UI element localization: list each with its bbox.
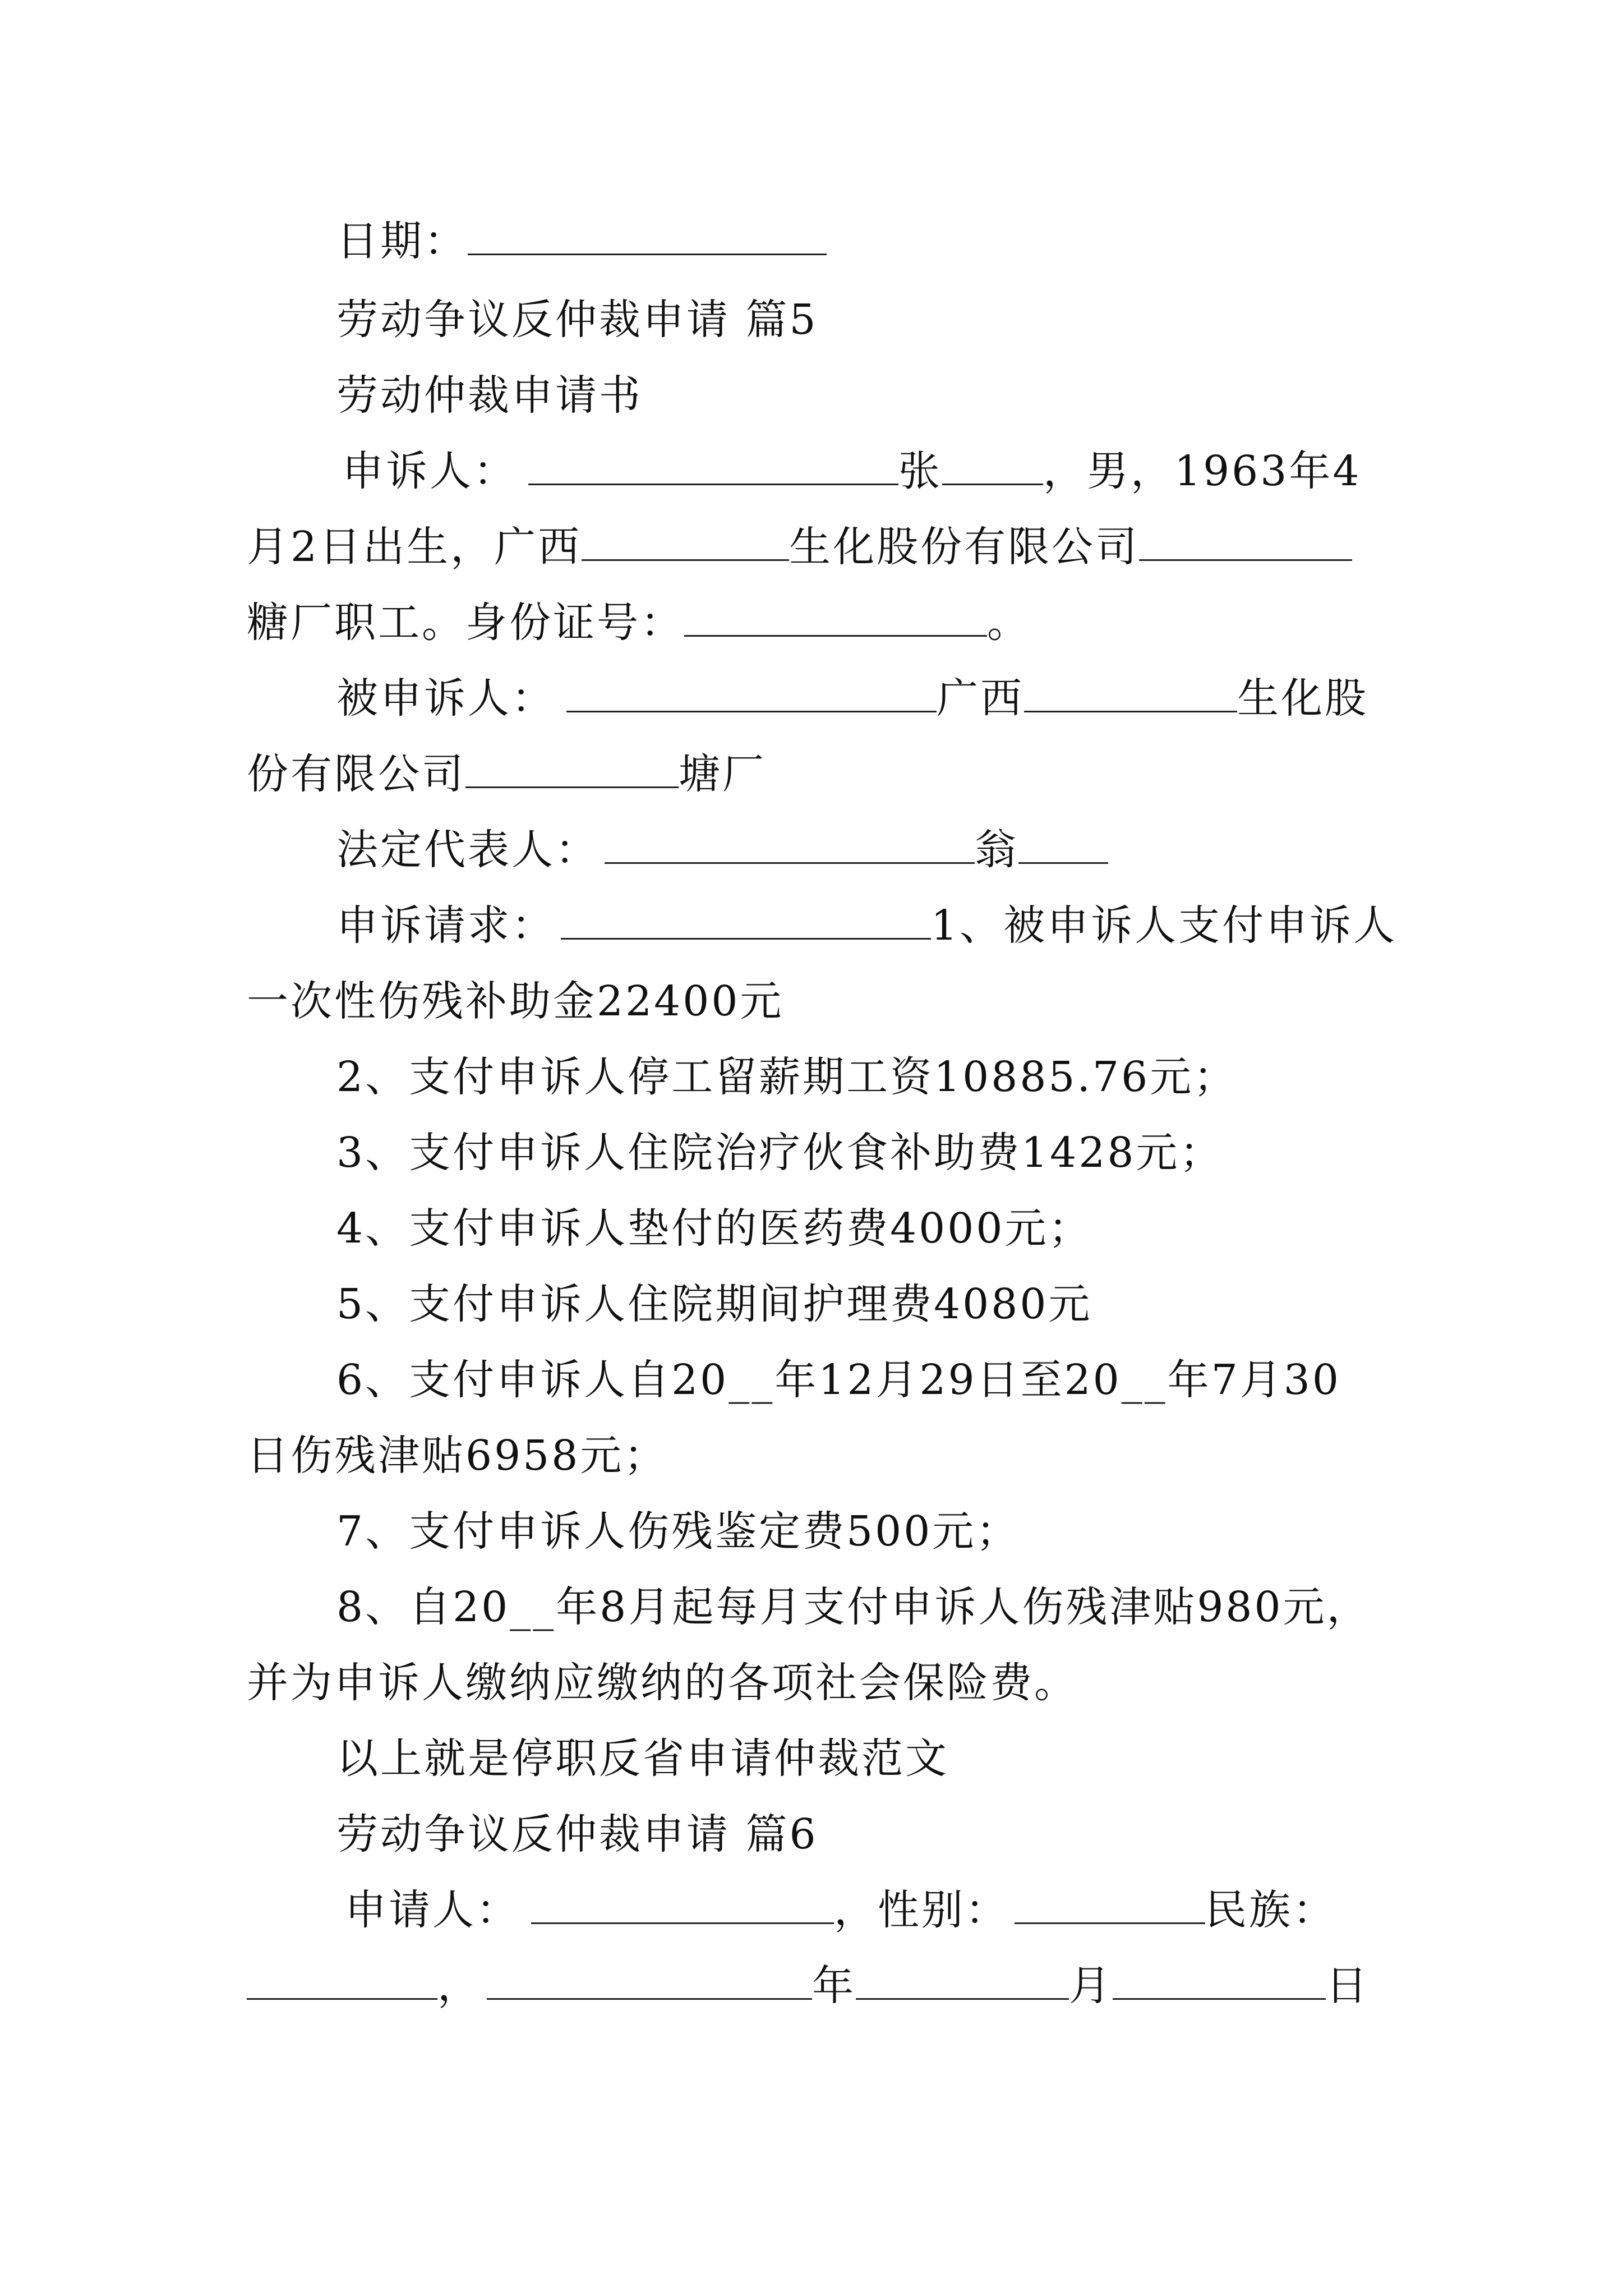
complainant-line-1: 申诉人： 张 ，男，1963年4 (342, 443, 1361, 499)
legal-representative-line: 法定代表人： 翁 (336, 822, 1108, 878)
claim-8: 8、自20__年8月起每月支付申诉人伤残津贴980元， (336, 1583, 1371, 1631)
applicant-line-2: ， 年 月 日 (247, 1958, 1370, 2014)
claim-2: 2、支付申诉人停工留薪期工资10885.76元； (336, 1053, 1238, 1101)
date-blank (468, 214, 827, 255)
heading-section-5: 劳动争议反仲裁申请 篇5 (336, 296, 818, 344)
document-title: 劳动仲裁申请书 (336, 371, 643, 420)
applicant-line-1: 申请人： ，性别： 民族： (345, 1882, 1336, 1938)
date-line (336, 213, 827, 269)
claim-1-continued: 一次性伤残补助金22400元 (247, 977, 784, 1025)
complainant-line-3: 糖厂职工。身份证号： 。 (247, 595, 1031, 651)
date-label: 日期： (336, 217, 468, 265)
heading-section-6: 劳动争议反仲裁申请 篇6 (336, 1810, 818, 1858)
claim-3: 3、支付申诉人住院治疗伙食补助费1428元； (336, 1129, 1224, 1177)
closing-text: 以上就是停职反省申请仲裁范文 (336, 1734, 949, 1783)
complainant-line-2: 月2日出生，广西 生化股份有限公司 (247, 519, 1352, 575)
respondent-line-1: 被申诉人： 广西 生化股 (336, 670, 1368, 726)
respondent-line-2: 份有限公司 塘厂 (247, 746, 766, 802)
claim-8-continued: 并为申诉人缴纳应缴纳的各项社会保险费。 (247, 1659, 1078, 1707)
claim-4: 4、支付申诉人垫付的医药费4000元； (336, 1204, 1092, 1253)
claim-5: 5、支付申诉人住院期间护理费4080元 (336, 1280, 1092, 1328)
claim-7: 7、支付申诉人伤残鉴定费500元； (336, 1507, 1020, 1556)
claims-line-1: 申诉请求： 1、被申诉人支付申诉人 (336, 898, 1397, 954)
claim-6: 6、支付申诉人自20__年12月29日至20__年7月30 (336, 1356, 1341, 1404)
claim-6-continued: 日伤残津贴6958元； (247, 1432, 668, 1480)
